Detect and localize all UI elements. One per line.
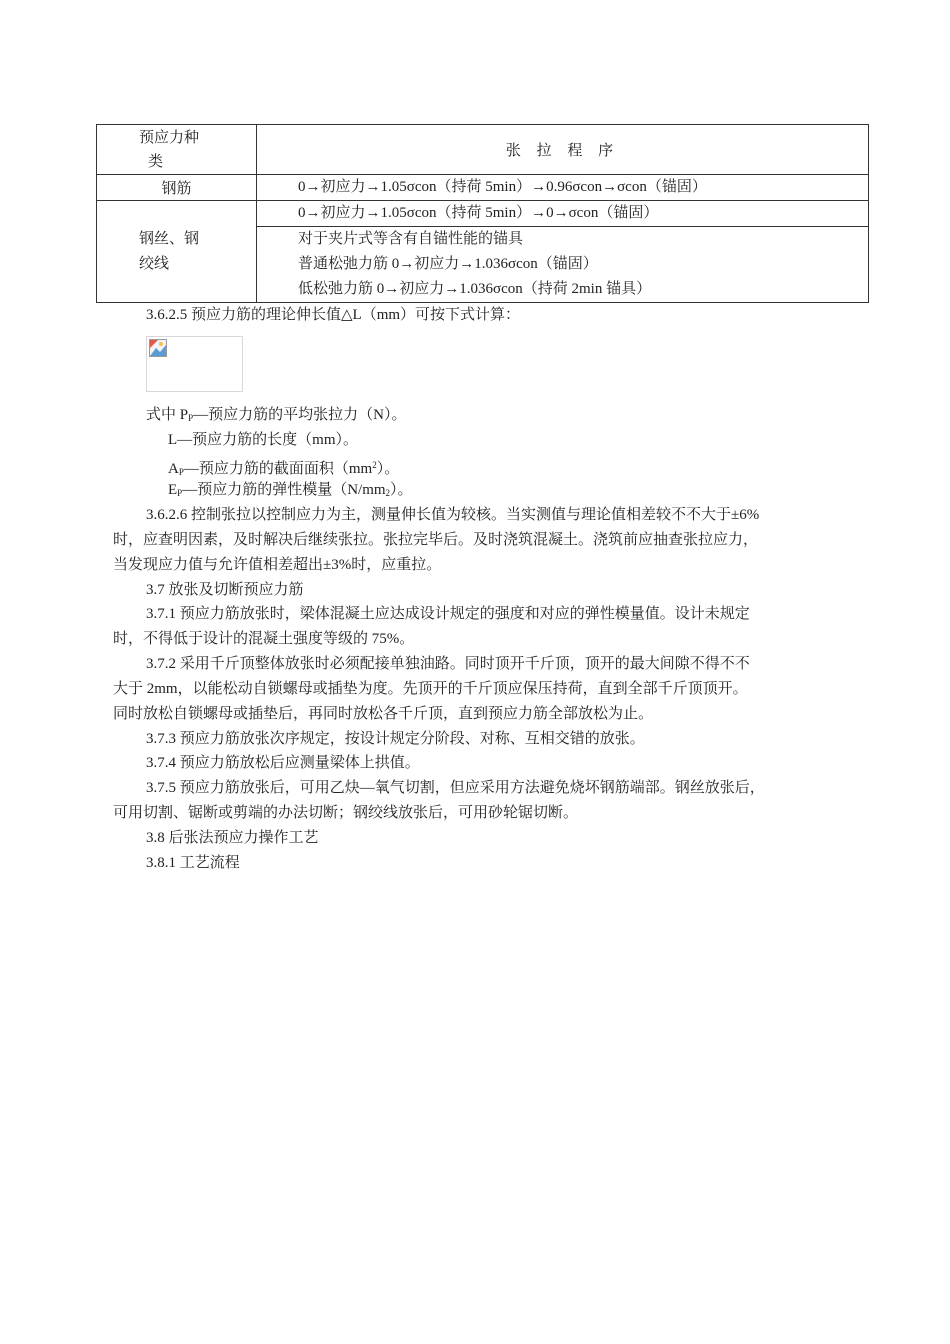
def-ap-sub: P bbox=[178, 467, 184, 477]
paragraph-line: 3.6.2.6 控制张拉以控制应力为主，测量伸长值为较核。当实测值与理论值相差较不不大于±6% bbox=[146, 507, 760, 523]
paragraph-line: 同时放松自锁螺母或插垫后，再同时放松各千斤顶，直到预应力筋全部放松为止。 bbox=[113, 706, 654, 722]
header-type-line2: 类 bbox=[148, 153, 164, 170]
subsection-heading: 3.8.1 工艺流程 bbox=[146, 855, 240, 871]
section-heading: 3.8 后张法预应力操作工艺 bbox=[146, 830, 319, 846]
header-procedure-cell: 张 拉 程 序 bbox=[257, 125, 869, 175]
paragraph-line: 当发现应力值与允许值相差超出±3%时，应重拉。 bbox=[113, 557, 442, 573]
type-line1: 钢丝、钢 bbox=[139, 230, 200, 247]
formula-intro: 3.6.2.5 预应力筋的理论伸长值△L（mm）可按下式计算： bbox=[146, 307, 521, 323]
procedure-cell: 0→初应力→1.05σcon（持荷 5min）→0.96σcon→σcon（锚固） bbox=[257, 175, 869, 201]
type-cell: 钢筋 bbox=[97, 175, 257, 201]
procedure-cell: 0→初应力→1.05σcon（持荷 5min）→0→σcon（锚固） bbox=[257, 201, 869, 227]
def-pp-text: —预应力筋的平均张拉力（N）。 bbox=[193, 407, 407, 423]
definition-l: L—预应力筋的长度（mm）。 bbox=[168, 432, 358, 448]
paragraph-line: 3.7.2 采用千斤顶整体放张时必须配接单独油路。同时顶开千斤顶，顶开的最大间隙不得不不 bbox=[146, 656, 750, 672]
procedure-cell-multi bbox=[257, 227, 869, 303]
table-header-row bbox=[97, 125, 869, 175]
type-cell bbox=[97, 201, 257, 303]
paragraph-line: 时，不得低于设计的混凝土强度等级的 75%。 bbox=[113, 631, 415, 647]
paragraph-line: 可用切割、锯断或剪端的办法切断；钢绞线放张后，可用砂轮锯切断。 bbox=[113, 805, 579, 821]
paragraph-line: 3.7.4 预应力筋放松后应测量梁体上拱值。 bbox=[146, 755, 420, 771]
section-heading: 3.7 放张及切断预应力筋 bbox=[146, 582, 304, 598]
def-ap-main: A bbox=[168, 461, 179, 477]
table-row bbox=[97, 175, 869, 201]
def-ep-sub: P bbox=[177, 488, 183, 498]
header-type-line1: 预应力种 bbox=[139, 129, 200, 146]
def-ep-end: ）。 bbox=[390, 482, 413, 498]
definition-ep bbox=[168, 478, 413, 506]
procedure-line: 低松弛力筋 0→初应力→1.036σcon（持荷 2min 锚具） bbox=[298, 281, 652, 297]
def-pp-prefix: 式中 P bbox=[146, 407, 189, 423]
table-row bbox=[97, 201, 869, 227]
def-ap-end: ）。 bbox=[376, 461, 400, 477]
paragraph-line: 3.7.1 预应力筋放张时，梁体混凝土应达成设计规定的强度和对应的弹性模量值。设计未规定 bbox=[146, 606, 750, 622]
procedure-line: 普通松弛力筋 0→初应力→1.036σcon（锚固） bbox=[298, 256, 598, 272]
formula-image-placeholder bbox=[146, 336, 243, 392]
def-ap-sup: 2 bbox=[372, 460, 377, 470]
tension-procedure-table bbox=[96, 124, 869, 303]
paragraph-line: 大于 2mm，以能松动自锁螺母或插垫为度。先顶开的千斤顶应保压持荷，直到全部千斤顶顶开。 bbox=[113, 681, 748, 697]
paragraph-line: 3.7.3 预应力筋放张次序规定，按设计规定分阶段、对称、互相交错的放张。 bbox=[146, 731, 645, 747]
def-ep-main: E bbox=[168, 482, 178, 498]
def-pp-sub: P bbox=[188, 413, 194, 423]
definition-pp bbox=[146, 403, 406, 431]
header-type-cell bbox=[97, 125, 257, 175]
paragraph-line: 3.7.5 预应力筋放张后，可用乙炔—氧气切割，但应采用方法避免烧坏钢筋端部。钢丝放张后， bbox=[146, 780, 765, 796]
def-ep-text: —预应力筋的弹性模量（N/mm bbox=[182, 482, 386, 498]
paragraph-line: 时，应查明因素，及时解决后继续张拉。张拉完毕后。及时浇筑混凝土。浇筑前应抽查张拉应力， bbox=[113, 532, 759, 548]
def-ep-sub2: 2 bbox=[385, 488, 391, 498]
type-line2: 绞线 bbox=[139, 255, 170, 272]
broken-image-icon bbox=[149, 339, 167, 357]
def-ap-text: —预应力筋的截面面积（mm bbox=[183, 461, 373, 477]
procedure-line: 对于夹片式等含有自锚性能的锚具 bbox=[298, 231, 524, 247]
